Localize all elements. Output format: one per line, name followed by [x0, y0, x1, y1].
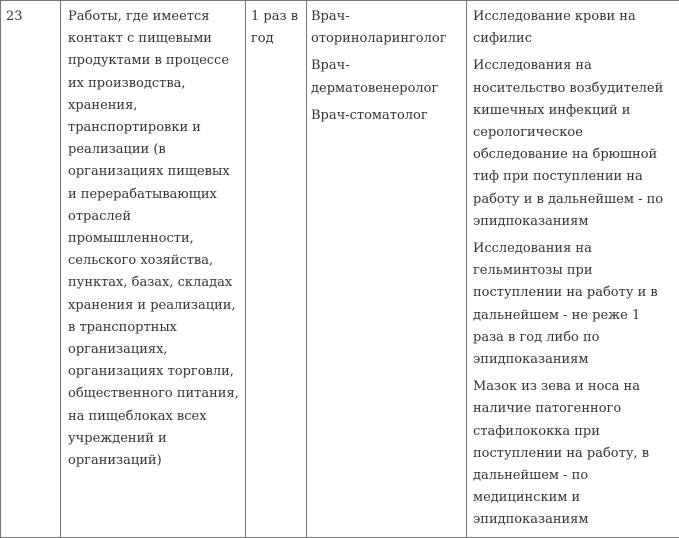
doctor-entry: Врач-оториноларинголог [311, 6, 464, 50]
row-number: 23 [6, 9, 23, 24]
test-entry: Мазок из зева и носа на наличие патогенного стафилококка при поступлении на работу, в дальнейшем - по медицинским и эпидпоказаниям [473, 376, 675, 531]
doctor-entry: Врач-стоматолог [311, 105, 464, 127]
frequency-text: 1 раз в год [251, 9, 298, 46]
row-number-cell [1, 1, 61, 538]
test-entry: Исследования на носительство возбудителей кишечных инфекций и серологическое обследование на брюшной тиф при поступлении на работу и в дальнейшем - по эпидпоказаниям [473, 55, 675, 233]
doctors-cell [307, 1, 467, 538]
work-type-text: Работы, где имеется контакт с пищевыми продуктами в процессе их производства, хранения, транспортировки и реализации (в организациях пищевых и перерабатывающих отраслей промышленности, сельского хозяйства, пунктах, базах, складах хранения и реализации, в транспортных организациях, организациях торговли, общественного питания, на пищеблоках всех учреждений и организаций) [68, 9, 239, 468]
table-row [1, 1, 679, 538]
tests-cell [467, 1, 679, 538]
doctor-entry: Врач-дерматовенеролог [311, 55, 464, 99]
work-type-cell [61, 1, 246, 538]
test-entry: Исследования на гельминтозы при поступлении на работу и в дальнейшем - не реже 1 раза в год либо по эпидпоказаниям [473, 238, 675, 371]
frequency-cell [246, 1, 307, 538]
test-entry: Исследование крови на сифилис [473, 6, 675, 50]
